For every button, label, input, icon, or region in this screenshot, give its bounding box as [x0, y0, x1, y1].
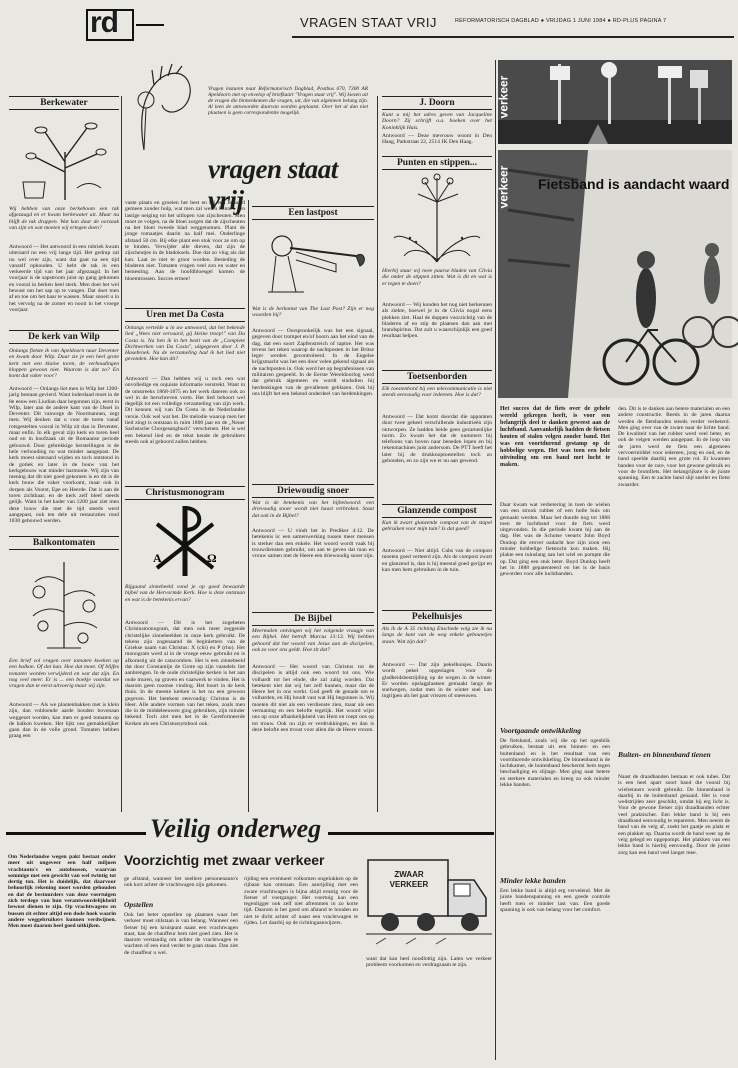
section-title: VRAGEN STAAT VRIJ — [300, 15, 437, 30]
bottom-col-b: rijding een eventueel volkomen ongelukken op de rijbaan kan ontstaan. Een aanrijding met een zware vrachtwagen is bijna altijd ernstig voor de fietser of voetganger. Het voertuig kan een tegenligger ook zelf niet afremmen in zo korte tijd. Daarom is het goed om afstand te houden en niet te dicht achter of naast een vrachtwagen te rijden. Let daarbij op de richtingaanwijzers. — [244, 876, 358, 927]
intro-title: vragen staat vrij — [208, 154, 338, 215]
pekel-answer: Antwoord — Dat zijn pekelhuisjes. Daarin wordt pekel opgeslagen voor de gladheidsbestrijding op de wegen in de winter. Er worden opslagplaatsen gemaakt langs de snelwegen, zodat men in de winter snel kan ingrijpen als het gaat vriezen of sneeuwen. — [382, 662, 492, 700]
trombone-illustration — [256, 222, 370, 302]
balkon-question: Een brief vol vragen over tomaten kweken op een balkon. Of dat kan. Hoe dat moet. Of blijfes tomaten worden verwijderd en wat dat zijn. En nog veel meer. Er is ... een boekje voordat we vragen dan te eerst uitvoerig maar wij zijn. — [9, 658, 119, 690]
column-2 — [125, 200, 245, 812]
svg-text:A: A — [153, 551, 162, 565]
punten-question: Hierbij stuur wij twee paarse bladen van Clivia die onder de stippen zitten. Wat is dit en wat is er tegen te doen? — [382, 268, 492, 287]
punten-answer: Antwoord — Wij konden het nog niet herkennen als ziekte, hoewel je in de Clivia nogal eens plekken ziet. Haal de doppen voorzichtig van de bladeren af en stip de plaatsen dan aan met brandspiritus. Dat zult u waarschijnlijk een goed resultaat helpen. — [382, 302, 492, 340]
subheading-minder-lekke: Minder lekke banden — [500, 876, 566, 885]
chi-rho-illustration — [145, 502, 225, 580]
rd-logo-text: rd — [90, 6, 118, 39]
subheading-buiten-binnen: Buiten- en binnenband tienen — [618, 750, 711, 759]
subheading-opstellen: Opstellen — [124, 900, 154, 909]
hand-drawing — [124, 60, 204, 160]
page-label: RD-PLUS PAGINA 7 — [612, 18, 667, 24]
drie-question: Wat is de betekenis van het bijbelwoord: een drievoudig snoer wordt niet haast verbroken. Staat dat ook in de Bijbel? — [252, 500, 374, 519]
bottom-col-c: want dat kan heel noodlottig zijn. Laten we verkeer probleem voorkomen en verdragzaam te zijn. — [366, 956, 492, 969]
fietsband-body: Daar kwam wat verbetering in toen de wielen van een strook rubber of een holle buis om gemaakt werden. Maar het duurde nog tot 1888 toen de luchtband voor de fiets werd uitgevonden. In die periode kwam hij aan de dag. Het was de Schotse veearts John Boyd Dunlop die erover nadacht hoe zijn zoon een minder hobbelige fietstocht kon maken. Hij plakte een tuinslang aan het wiel en pompte die op. Dat ging een stuk beter. Boyd Dunlop heeft het in 1888 gepatenteerd en het is de basis geworden voor alle luchtbanden. — [500, 502, 610, 578]
banner — [6, 816, 494, 850]
heading-driewoudig-snoer: Driewoudig snoer — [252, 484, 374, 498]
uren-answer: Antwoord — Dan hebben wij u toch een wat onvolledige en onjuiste informatie verstrekt. Want in de omstreeks 1868-1875 en het werk dateren ook zo wel in de herschreven vorm. Het lied behoort wel degelijk tot een volledige verzameling van zijn werk. Dit kennen wij van Da Costa in de Nederlandse versie. Ook wel wat het. De melodie waarop men het lied zingt is ontstaan in ruim 1800 jaar en de „Neuer Sachsische Chorgesangbuch" verschenen. Het is wel een bekend lied en de tekst kende de gebruikers steeds ook al gehoord zullen hebben. — [125, 376, 245, 445]
bottom-headline: Voorzichtig met zwaar verkeer — [124, 852, 325, 868]
photo-label-2: verkeer — [496, 165, 511, 209]
kerk-question: Onlangs fietste ik van Apeldoorn naar Deventer en kwam door Wilp. Daar zie je een heel grote kerk met een klaine toren, de verhoudingen kloppen gewoon niet. Waarom is dat zo? En komt dat vaker voor? — [9, 348, 119, 380]
heading-berkewater: Berkewater — [9, 96, 119, 110]
lastpost-question: Wat is de herkomst van The Last Post? Zijn er nog woorden bij? — [252, 306, 374, 319]
intro-text: Vragen insturen naar Reformatorisch Dagblad, Postbus 670, 7300 AR Apeldoorn met op envelop of briefkaart "Vragen staat vrij". Wij kiezen uit de vragen die binnenkomen die vragen, uit, die van algemeen belang zijn. Al leen de antwoorden daarvan worden geplaatst. Over het al dan niet plaatsen is geen correspondentie mogelijk. — [208, 86, 368, 116]
paper-meta — [455, 18, 666, 24]
column-4 — [382, 96, 492, 812]
pekel-question: Als ik de A 35 richting Enschede volg zie ik nu langs de kant van de weg enkele gebouwtjes staan. Wat zijn dat? — [382, 626, 492, 645]
heading-pekelhuisjes: Pekelhuisjes — [382, 610, 492, 624]
bottom-col-a: ge afstand, wanneer het snellere personenauto's ook kort achter de vrachtwagen zijn gekomen. — [124, 876, 238, 889]
column-rule — [377, 96, 378, 812]
fietsband-right-body: den. Dit is te danken aan betere materialen en een andere constructie. Reeds in de jaren daarna werden de fietsbanden steeds verder verbeterd. Men ging over van de zware naar de lichte band. De kwaliteit van het rubber werd veel beter, en ook de velgen werden aangepast. In de loop van de jaren werd de fiets een algemeen vervoermiddel voor iedereen, jong en oud, en de band speelde daarbij een grote rol. Er kwamen banden voor de race, voor het gewone gebruik en voor de bromfiets. Het belangrijkste is de juiste spanning. Een te zachte band slijt sneller en fietst zwaarder. — [618, 406, 730, 488]
masthead — [0, 0, 738, 50]
glanz-question: Kan ik zwart glanzende compost van de stapel gebruiken voor mijn tuin? Is dat goed? — [382, 520, 492, 533]
photo-label: verkeer — [496, 75, 511, 119]
masthead-rule — [292, 36, 734, 38]
heading-punten-en-stippen: Punten en stippen... — [382, 156, 492, 170]
berkewater-answer: Antwoord — Het antwoord in een rubriek kwam uiteraard nu een vrij lange tijd. Het gedrup zal nu wel over zijn, want dat gaat na een tijd vanzelf ophouden. U hebt de tak in een verkeerde tijd van het jaar afgezaagd. In het voorjaar is de sapstroom juist op gang gekomen en vooral in berken heel sterk. Men doet het wel bewust om het sap op te vangen. Dat doet men af en toe om het haar te wassen. Maar snoeit u in het vervolg na de zomer en nooit in het vroege voorjaar. — [9, 244, 119, 313]
logo-rule — [136, 24, 164, 26]
column-rule — [495, 60, 496, 1060]
heading-een-lastpost: Een lastpost — [252, 206, 374, 220]
balkon-answer-continued: vaste plaats en groeien het best en bij een bepaald gemeen zonder hulp, wat men zal weten kunnen een lastige neiging tot het uitlopen van zijscheuten. Men moet ze volgen, na de bloei zorgen dat de zijscheuten na het bloei tweede blad weggenomen. Plant de jonge tomaatjes daarin na half mei. Onderlinge afstand 50 cm. Bij elke plant een stok voor ze om op te binden. Verwijder alle dieven, dat zijn de zijscheutjes in de bladoksels. Doe dat zo vlug als dat kan. Laat ze niet te groot worden. Besteding de bladeren niet. Tomaten vragen veel zon en water en bemesting. Aan de hoofdbloesgel komen de bloemtrossen. Succes ermee! — [125, 200, 245, 282]
column-1 — [9, 96, 119, 814]
minder-lekke-body: Een lekke band is altijd erg vervelend. Met de juiste bandenspanning en een goede controle heeft men er minder last van. Een goede spanning is ook van belang voor het comfort. — [500, 888, 610, 913]
heading-uren-met-da-costa: Uren met Da Costa — [125, 308, 245, 322]
banner-rule-right — [328, 832, 494, 835]
column-rule — [121, 96, 122, 812]
lastpost-answer: Antwoord — Oorspronkelijk was het een signaal, gegeven door trompet en/of hoorn aan het eind van de dag, dat een soort Zapfenstreich of taptoe. Het was tevens het teken waarop de nachtposten in het Britse leger werden gecontroleerd. In de Engelse krijgsmacht was het een door velen gekend signaal als de nachtposten in. Ook werd het op begrafenissen van militairen gespeeld. In de Eerste Wereldoorlog werd dat gebruik algemeen en wordt sindsdien bij herdenkingen van de gevallenen geblazen. Ook bij ons blijft het een bekend onderdeel van herdenkingen. — [252, 328, 374, 397]
veilig-onderweg-section — [6, 816, 494, 1066]
feature-fietsband — [498, 60, 732, 1064]
fietsband-title: Fietsband is aandacht waard — [538, 176, 730, 192]
bijbel-question: Meermalen ontvingen wij het volgende vraagje van een Bijbel. Het betreft Marcus 13:13. Wij hebben gehoord dat het woord van Jezus aan de discipelen, ook zo voor ons geldt. Hoe zit dat? — [252, 628, 374, 653]
heading-balkontomaten: Balkontomaten — [9, 536, 119, 550]
doorn-question: Kunt u mij het adres geven van Jacqueline Doorn? Zij schrijft o.a. boeken over het Koninklijk Huis. — [382, 112, 492, 131]
heading-de-bijbel: De Bijbel — [252, 612, 374, 626]
kerk-answer: Antwoord — Onlangs liet men in Wilp het 1200-jarig bestaan gevierd. Want inderdaad moet in de 8e eeuw een Liudian daar begonnen zijn, eerst in Wilp, later aan de andere kant van de IJssel in Deventer. Dit vanwege de Noormannen, zegt men. Wij denken dat u voor de toren vanaf rotsgestelten vooral in Wilp zit dan in Deventer, maar enfin. In elk geval zijn kerk en toren heel oud en in hoofzaak uit de Romaanse periode gebouwd. Door gebrekkige herstellingen is de hele verhouding nu wat minder aangepast. De kerk moest uiteraard wijden en toch ontstond in de gotiek en later in de bouw van het kerkgebouw wat minder harmonie. Wij zijn van mening dat dit niet goed gekomen is en dit is de kerk bouw die vaker voorkomt, maar ook in dorpen als Voorst, Epe en Heerde. Dat is aan de toren zichtbaar, en de kerk zelf bleef steeds gelijk. Want in het kader van 1200 jaar ziet men deze bouw die met de tijd steeds werd aangepast, ook ten dele uit restauraties rond 1830 gebouwd werden. — [9, 386, 119, 525]
svg-text:Ω: Ω — [207, 551, 217, 565]
truck-label: ZWAAR VERKEER — [389, 870, 429, 889]
christ-question: Bijgaand zinnebeeld vond je op goed bewaarde bijbel van de Hervormde Kerk. Hoe is deze ontstaan en wat is de betekenis ervan? — [125, 584, 245, 603]
banner-title: Veilig onderweg — [150, 814, 322, 843]
truck-illustration — [366, 852, 492, 952]
separator: ● — [607, 18, 613, 24]
banner-rule-left — [6, 832, 146, 835]
clivia-illustration — [390, 172, 484, 264]
heading-glanzende-compost: Glanzende compost — [382, 504, 492, 518]
heading-christusmonogram: Christusmonogram — [125, 486, 245, 500]
voortgaande-body: De fietsband, zoals wij die op het ogenblik gebruiken, bestaat uit een binnen- en een buitenband en is het resultaat van een voortdurende ontwikkeling. De binnenband is de luchtkamer, de buitenband beschermt hem tegen beschadiging en slijtage. Men ging naar betere en sterkere materialen en kreeg zo ook minder lekke banden. — [500, 738, 610, 789]
paper-date: VRIJDAG 1 JUNI 1984 — [545, 18, 606, 24]
traffic-photo — [498, 60, 732, 144]
heading-j-doorn: J. Doorn — [382, 96, 492, 110]
berkewater-illustration — [15, 112, 113, 202]
balkon-answer: Antwoord — Als we plantenbakken met is klein zijn, dan voldoende aarde houden bovenaan weggezet worden, kan men er goed tomaten op de balkon kweken. Het lijkt ons gemakkelijker gaan dan in de volle grond. Tomaten hebben graag een — [9, 702, 119, 740]
tomato-illustration — [17, 552, 111, 652]
uren-question: Onlangs vertelde u in uw antwoord, dat het bekende lied „Wees niet vervaard, gij kleine troep!" van Da Costa is. Na ben ik in het bezit van de „Complete Dichtwerken van Da Costa", uitgegeven door J. P. Hasebroek. Na de verzameling had ik het lied niet gevonden. Hoe kan dit? — [125, 325, 245, 363]
separator: ● — [540, 18, 546, 24]
bijbel-answer: Antwoord — Het woord van Christus tot de discipelen is altijd ook een woord tot ons. Wie volhardt tot het einde, die zal zalig worden. Dat betekent niet dat wij het zelf kunnen, maar dat de Heere het in ons werkt. God geeft de genade om te volharden, en Hij houdt vast wat Hij begonnen is. Wij moeten dit niet als een verdienste zien, maar als een vermaning en een belofte tegelijk. Het woord wijst ons op onze afhankelijkheid van Hem en roept ons op tot trouw. Ook nu zijn er verdrukkingen, en dan is deze belofte een troost voor allen die de Heere vrezen. — [252, 664, 374, 733]
bottom-intro-text: Om Nederlandse wegen pakt bestaat onder meer uit ongeveer een half miljoen vrachtauto's en autobussen, waarvan sommige met een gewicht van wel twintig tot dertig ton. Het is duidelijk, dat daarvoor behoorlijk rekening moet worden gehouden en dat de bestuurders van deze voertuigen zich terdege van hun verantwoordelijkheid bewust dienen te zijn. Op vrachtwagens en bussen zit echter altijd een dode hoek waarin andere weggebruikers kunnen verdwijnen. Men moet daarom heel goed uitkijken. — [8, 854, 116, 930]
bottom-col-a2: Ook het beter opstellen op plaatsen waar het verkeer moet stilstaan is van belang. Wanneer een fietser bij een kruispunt naast een vrachtwagen staat, kan de chauffeur hem niet goed zien. Het is daarom verstandig om achter de vrachtwagen te wachten of een eind verder te gaan staan. Dan ziet de chauffeur u wel. — [124, 912, 238, 956]
fietsband-lead: Het succes dat de fiets over de gehele wereld gekregen heeft, is voor een belangrijk deel te danken geweest aan de luchtband. Aanvankelijk hadden de fietsen houten of stalen velgen zonder band. Het was een voortdurend gestamp op de hobbelige wegen. Het was toen een hele uitvinding om een band met lucht te maken. — [500, 406, 610, 468]
toets-question: Eik toestenbord bij een telecommunicatie is niet steeds eenvoudig voor iedereen. Hoe is dat? — [382, 386, 492, 399]
drie-answer: Antwoord — U vindt het in Prediker 4:12. De betekenis is: een samenwerking tussen meer mensen is sterker dan een enkele. Het woord wordt vaak bij trouwdiensten gebruikt, om aan te geven dat man en vrouw samen met de Heere een driewoudig snoer zijn. — [252, 528, 374, 560]
buiten-binnen-body: Naast de draadbanden bestaan er ook tubes. Dat is een heel apart soort band die vooral bij wielrenners wordt gebruikt. De binnenband is daarbij in de buitenband genaaid. Het is voor wedstrijden zeer geschikt, omdat hij erg licht is. Voor de gewone fietser zijn draadbanden echter veel praktischer. Een lekke band is bij een draadband eenvoudig te repareren. Men neemt de band van de velg af, zoekt het gaatje en plakt er een plakker op. Daarna wordt de band weer op de velg gelegd en opgepompt. Het plakken van een lekke band is hierbij eenvoudig. Door de juiste zorg kan een band veel langer mee. — [618, 774, 730, 856]
glanz-answer: Antwoord — Niet altijd. Cubs van de compost moeten goed verteerd zijn. Als de compost zwart en glanzend is, dan is hij meestal goed gerijpt en kan men hem gebruiken in de tuin. — [382, 548, 492, 573]
christ-answer: Antwoord — Dit is het zogeheten Christusmonogram, dat men ook meer zeggende christelijke zinnebeelden in onze kerk gebruikt. De tekens zijn zogenaamd de beginletters van de Griekse naam van Christus: X (chi) en P (rho). Het monogram werd al in de vroege eeuw gebruikt en is afkomstig uit de catacomben. Het is een zinnebeeld dat door Constantijn de Grote op zijn vaandels liet aanbrengen. In de oude christelijke kerken is het aan oude muren, op graven en vaatwerk te vinden. Het is daarom geen roomse vinding. Het hoort in de kerk thuis. In de meeste kerken is het nu een gewoon gegeven. Het betekent eenvoudig: Christus is de Heer. Alle andere vormen van het teken, zoals men die in de middeleeuwen ging gebruiken, zijn minder bekend. Toch ziet men het in de Gereformeerde Kerken als een Christussymbool ook. — [125, 620, 245, 727]
toets-answer: Antwoord — Dat komt doordat die apparaten door twee geheel verschillende industrieën zijn ontworpen. Ze hadden beide geen gezamenlijke norm. Zo kwam het dat de nummers bij telefoons van boven naar beneden lopen en bij rekenmachines juist andersom. De PTT heeft het later bij de drukknoptoestellen toch zo gehouden, en zo zijn we er nu aan gewend. — [382, 414, 492, 465]
heading-kerk-van-wilp: De kerk van Wilp — [9, 330, 119, 344]
doorn-answer: Antwoord — Deze mevrouw woont in Den Haag, Parkstraat 22, 2514 JK Den Haag. — [382, 133, 492, 146]
column-3 — [252, 200, 374, 812]
heading-toetsenborden: Toetsenborden — [382, 370, 492, 384]
paper-name: REFORMATORISCH DAGBLAD — [455, 18, 539, 24]
column-rule — [248, 200, 249, 812]
berkewater-question: Wij hebben van onze berkeboom een tak afgezaagd en er kwam berkewater uit. Maar nu blijft de tak druppen. Wat kan daar de oorzaak van zijn en wat moeten wij ertegen doen? — [9, 206, 119, 231]
subheading-voortgaande: Voortgaande ontwikkeling — [500, 726, 582, 735]
